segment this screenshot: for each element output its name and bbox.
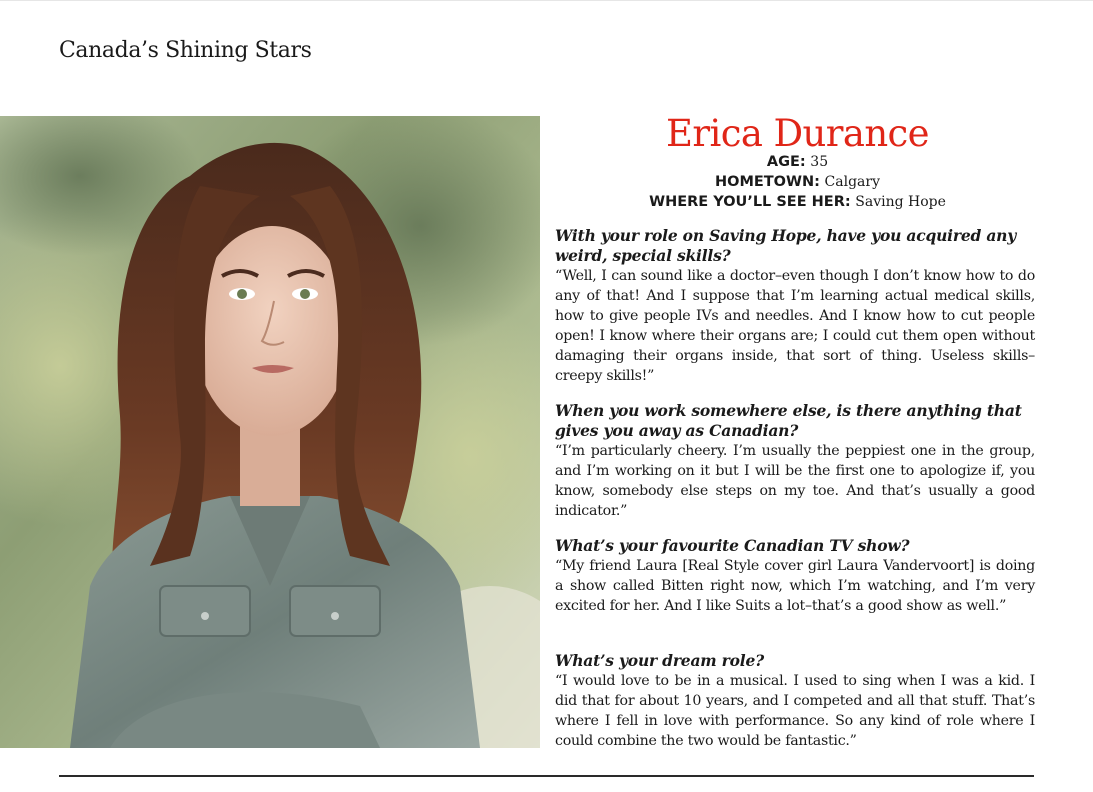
qa-question: When you work somewhere else, is there anything that gives you away as Canadian?: [555, 401, 1022, 440]
profile-header: [560, 112, 1035, 212]
qa-block: [555, 536, 1035, 616]
portrait-photo: [0, 116, 540, 748]
fact-age-label: AGE:: [766, 154, 806, 170]
fact-where: [560, 192, 1035, 212]
qa-block: [555, 651, 1035, 751]
qa-question: With your role on Saving Hope, have you acquired any weird, special skills?: [555, 226, 1017, 265]
qa-answer: “I would love to be in a musical. I used to sing when I was a kid. I did that for about 10 years, and I competed and all that stuff. That’s where I fell in love with performance. So any kind of role where I could combine the two would be fantastic.”: [555, 673, 1035, 749]
qa-question: What’s your favourite Canadian TV show?: [555, 536, 910, 555]
profile-name: Erica Durance: [666, 112, 929, 155]
profile-facts: [560, 152, 1035, 212]
fact-age: [560, 152, 1035, 172]
fact-hometown: [560, 172, 1035, 192]
fact-where-value: Saving Hope: [855, 194, 946, 210]
fact-where-label: WHERE YOU’LL SEE HER:: [649, 194, 851, 210]
qa-answer: “I’m particularly cheery. I’m usually the peppiest one in the group, and I’m working on it but I will be the first one to apologize if, you know, somebody else steps on my toe. And that’s usually a good indicator.”: [555, 443, 1035, 519]
qa-block: [555, 401, 1035, 521]
qa-block: [555, 226, 1035, 386]
fact-hometown-label: HOMETOWN:: [714, 174, 820, 190]
fact-age-value: 35: [810, 154, 829, 170]
qa-question: What’s your dream role?: [555, 651, 765, 670]
qa-answer: “Well, I can sound like a doctor–even though I don’t know how to do any of that! And I suppose that I’m learning actual medical skills, how to give people IVs and needles. And I know how to cut people open! I know where their organs are; I could cut them open without damaging their organs inside, that sort of thing. Useless skills–creepy skills!”: [555, 268, 1035, 384]
top-border: [0, 0, 1093, 1]
section-title: Canada’s Shining Stars: [59, 38, 312, 63]
qa-answer: “My friend Laura [Real Style cover girl Laura Vandervoort] is doing a show called Bitten right now, which I’m watching, and I’m very excited for her. And I like Suits a lot–that’s a good show as well.”: [555, 558, 1035, 614]
fact-hometown-value: Calgary: [824, 174, 880, 190]
bottom-rule: [59, 775, 1034, 777]
